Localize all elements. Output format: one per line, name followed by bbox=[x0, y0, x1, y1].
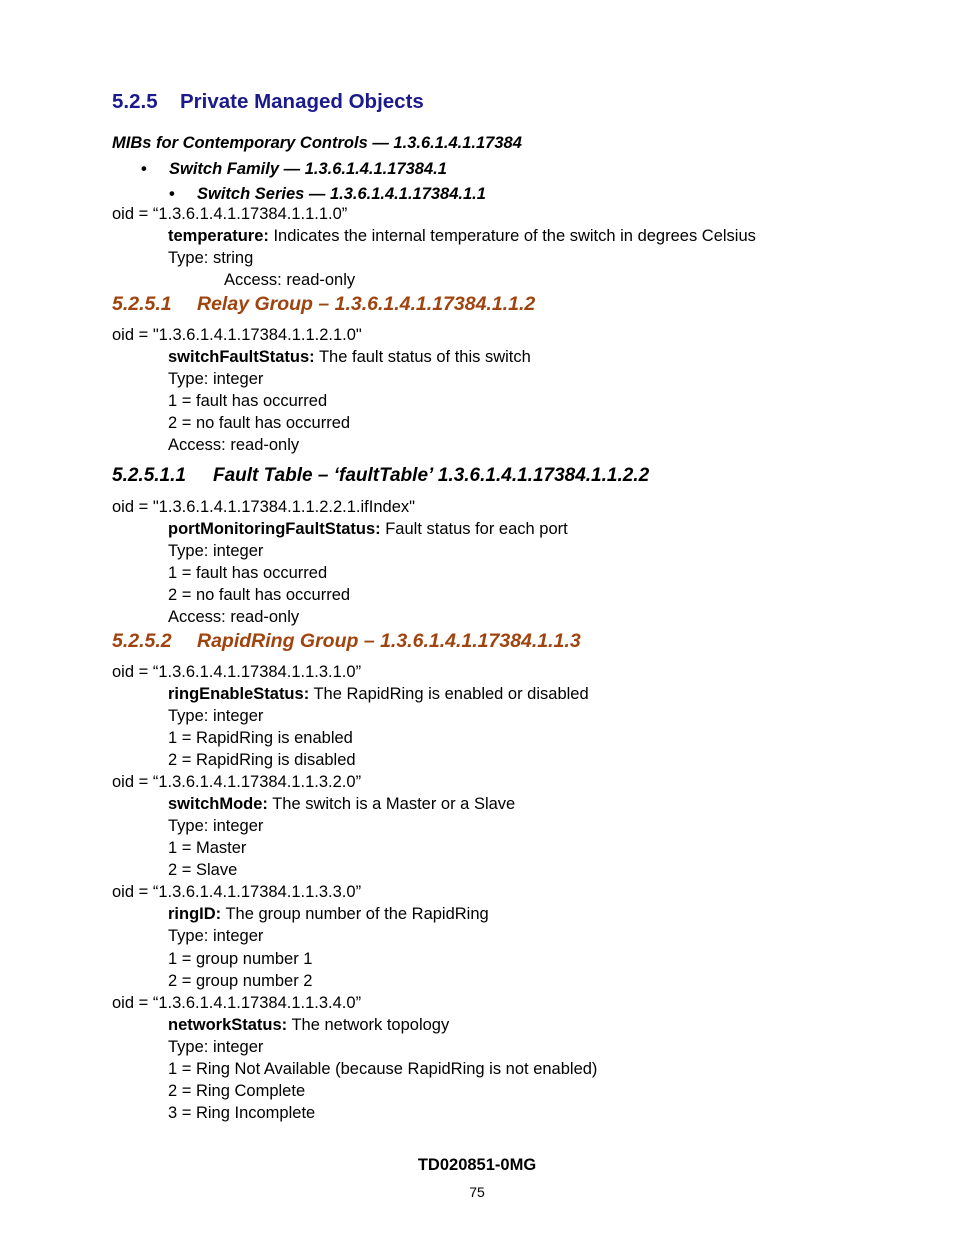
object-name: switchMode: bbox=[168, 795, 268, 813]
bullet-dot: • bbox=[141, 160, 147, 178]
object-name: networkStatus: bbox=[168, 1016, 288, 1034]
object-name: switchFaultStatus: bbox=[168, 348, 315, 366]
value-line: 2 = no fault has occurred bbox=[168, 586, 351, 604]
bullet-dot: • bbox=[169, 185, 175, 203]
access-line: Access: read-only bbox=[168, 436, 300, 454]
subsection-number: 5.2.5.1 bbox=[112, 293, 172, 315]
value-line: 2 = group number 2 bbox=[168, 972, 313, 990]
object-definition bbox=[168, 685, 589, 704]
object-description: The fault status of this switch bbox=[314, 348, 531, 366]
subsubsection-number: 5.2.5.1.1 bbox=[112, 465, 186, 486]
oid-line: oid = “1.3.6.1.4.1.17384.1.1.3.3.0” bbox=[112, 883, 362, 901]
object-description: The network topology bbox=[287, 1016, 450, 1034]
object-description: Fault status for each port bbox=[380, 520, 568, 538]
value-line: 2 = RapidRing is disabled bbox=[168, 751, 356, 769]
object-name: portMonitoringFaultStatus: bbox=[168, 520, 381, 538]
subsection-title: RapidRing Group – 1.3.6.1.4.1.17384.1.1.3 bbox=[197, 630, 581, 652]
value-line: 3 = Ring Incomplete bbox=[168, 1104, 316, 1122]
object-definition bbox=[168, 1016, 449, 1035]
section-heading bbox=[112, 90, 424, 114]
type-line: Type: integer bbox=[168, 542, 264, 560]
object-description: The RapidRing is enabled or disabled bbox=[309, 685, 589, 703]
subsection-title: Relay Group – 1.3.6.1.4.1.17384.1.1.2 bbox=[197, 293, 536, 315]
value-line: 2 = Slave bbox=[168, 861, 238, 879]
type-line: Type: integer bbox=[168, 707, 264, 725]
value-line: 1 = Ring Not Available (because RapidRing is not enabled) bbox=[168, 1060, 598, 1078]
subsection-number: 5.2.5.2 bbox=[112, 630, 172, 652]
object-name: temperature: bbox=[168, 227, 269, 245]
footer-page-number: 75 bbox=[469, 1184, 485, 1200]
value-line: 1 = RapidRing is enabled bbox=[168, 729, 353, 747]
type-line: Type: integer bbox=[168, 927, 264, 945]
object-definition bbox=[168, 905, 489, 924]
bullet-text: Switch Series — 1.3.6.1.4.1.17384.1.1 bbox=[197, 185, 486, 203]
value-line: 2 = Ring Complete bbox=[168, 1082, 306, 1100]
type-line: Type: string bbox=[168, 249, 254, 267]
footer-document-number: TD020851-0MG bbox=[417, 1156, 537, 1174]
section-number: 5.2.5 bbox=[112, 90, 158, 113]
bullet-text: Switch Family — 1.3.6.1.4.1.17384.1 bbox=[169, 160, 447, 178]
oid-line: oid = "1.3.6.1.4.1.17384.1.1.2.1.0" bbox=[112, 326, 362, 344]
value-line: 1 = fault has occurred bbox=[168, 564, 328, 582]
oid-line: oid = “1.3.6.1.4.1.17384.1.1.1.0” bbox=[112, 205, 348, 223]
object-definition bbox=[168, 520, 568, 539]
access-line: Access: read-only bbox=[168, 608, 300, 626]
subsubsection-heading-fault-table bbox=[112, 465, 649, 487]
type-line: Type: integer bbox=[168, 370, 264, 388]
section-title: Private Managed Objects bbox=[180, 90, 424, 113]
bullet-switch-series bbox=[169, 185, 486, 204]
object-definition bbox=[168, 227, 756, 246]
value-line: 1 = fault has occurred bbox=[168, 392, 328, 410]
object-description: The group number of the RapidRing bbox=[221, 905, 489, 923]
mibs-line: MIBs for Contemporary Controls — 1.3.6.1.4.1.17384 bbox=[112, 134, 522, 152]
type-line: Type: integer bbox=[168, 817, 264, 835]
oid-line: oid = "1.3.6.1.4.1.17384.1.1.2.2.1.ifIndex" bbox=[112, 498, 415, 516]
object-description: Indicates the internal temperature of the switch in degrees Celsius bbox=[268, 227, 756, 245]
object-definition bbox=[168, 348, 531, 367]
subsubsection-title: Fault Table – ‘faultTable’ 1.3.6.1.4.1.17384.1.1.2.2 bbox=[213, 465, 650, 486]
subsection-heading-relay bbox=[112, 293, 535, 316]
oid-line: oid = “1.3.6.1.4.1.17384.1.1.3.4.0” bbox=[112, 994, 362, 1012]
value-line: 1 = Master bbox=[168, 839, 247, 857]
bullet-switch-family bbox=[141, 160, 447, 179]
object-description: The switch is a Master or a Slave bbox=[267, 795, 516, 813]
object-name: ringID: bbox=[168, 905, 222, 923]
value-line: 2 = no fault has occurred bbox=[168, 414, 351, 432]
type-line: Type: integer bbox=[168, 1038, 264, 1056]
oid-line: oid = “1.3.6.1.4.1.17384.1.1.3.2.0” bbox=[112, 773, 362, 791]
access-line: Access: read-only bbox=[224, 271, 356, 289]
object-definition bbox=[168, 795, 515, 814]
object-name: ringEnableStatus: bbox=[168, 685, 310, 703]
subsection-heading-rapidring bbox=[112, 630, 581, 653]
value-line: 1 = group number 1 bbox=[168, 950, 313, 968]
oid-line: oid = “1.3.6.1.4.1.17384.1.1.3.1.0” bbox=[112, 663, 362, 681]
